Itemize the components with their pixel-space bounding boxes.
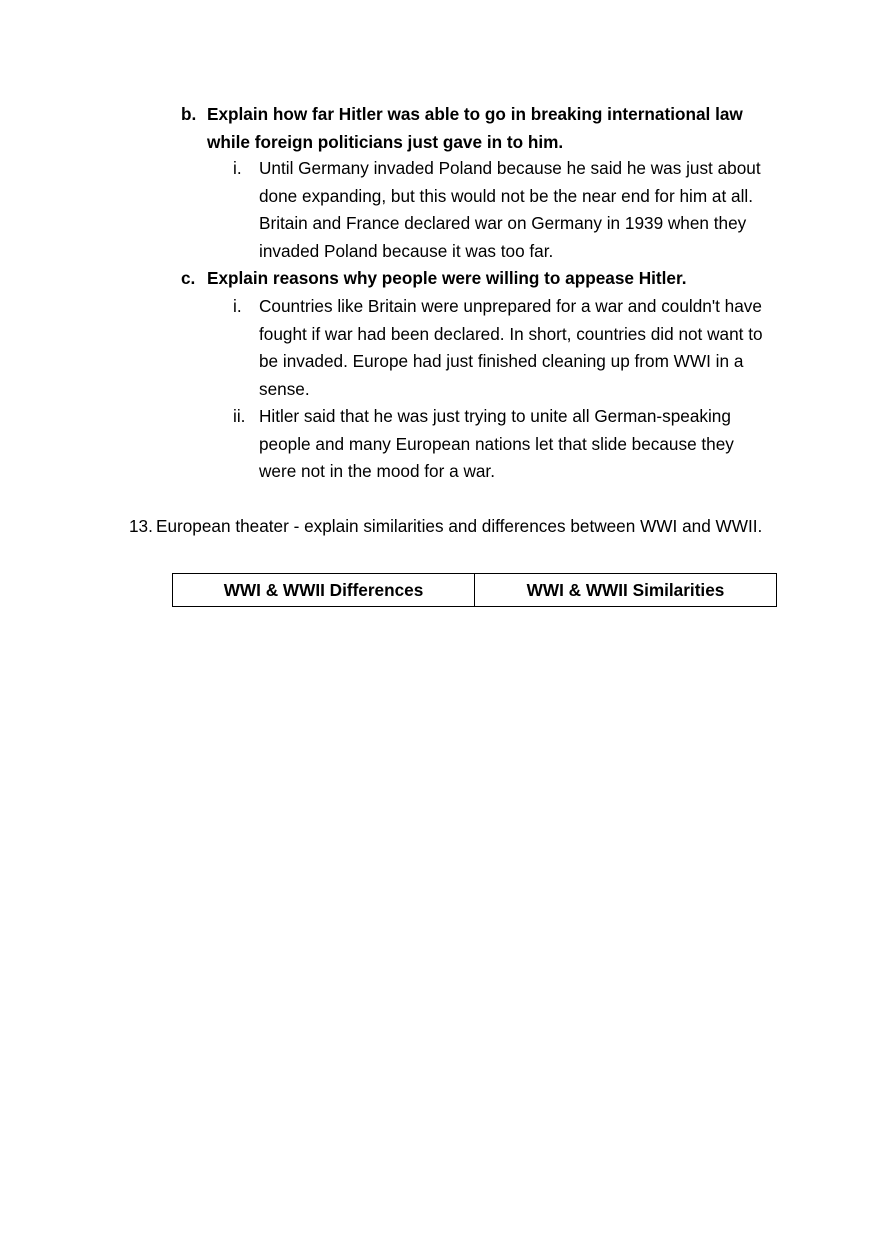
answer-c-i-text: Countries like Britain were unprepared for a war and couldn't have fought if war had been declared. In short, countries did not want to be invaded. Europe had just finished cleaning up from WWI in a sense. (259, 296, 763, 399)
question-13-marker: 13. (129, 516, 153, 536)
answer-c-i-marker: i. (233, 296, 242, 316)
comparison-table (172, 573, 777, 607)
answer-c-ii-text: Hitler said that he was just trying to unite all German-speaking people and many European nations let that slide because they were not in the mood for a war. (259, 406, 734, 481)
differences-column-header: WWI & WWII Differences (173, 574, 475, 607)
subquestion-b-marker: b. (181, 104, 197, 124)
comparison-table-header-row (173, 574, 777, 607)
question-13-text: European theater - explain similarities and differences between WWI and WWII. (156, 516, 763, 536)
answer-c-ii-marker: ii. (233, 406, 246, 426)
answer-b-i-marker: i. (233, 158, 242, 178)
subquestion-c-prompt: Explain reasons why people were willing to appease Hitler. (207, 268, 687, 288)
subquestion-b-prompt: Explain how far Hitler was able to go in breaking international law while foreign politicians just gave in to him. (207, 104, 743, 152)
similarities-column-header: WWI & WWII Similarities (475, 574, 777, 607)
subquestion-c-marker: c. (181, 268, 196, 288)
answer-b-i-text: Until Germany invaded Poland because he said he was just about done expanding, but this would not be the near end for him at all. Britain and France declared war on Germany in 1939 when they invaded Poland because it was too far. (259, 158, 761, 261)
